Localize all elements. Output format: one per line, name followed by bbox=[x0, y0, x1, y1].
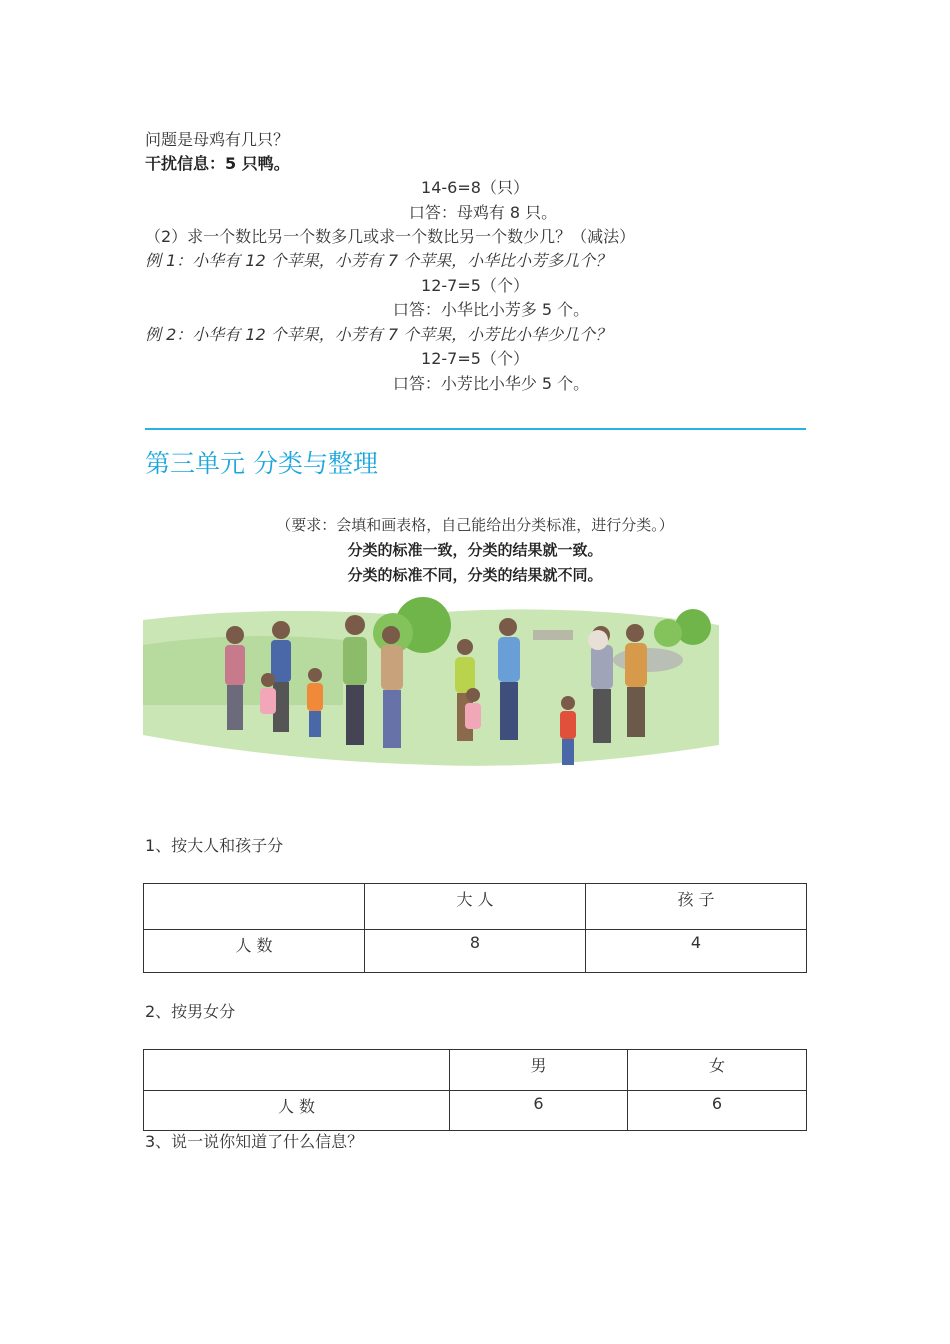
female-count: 6 bbox=[628, 1091, 807, 1131]
task-3-heading: 3、说一说你知道了什么信息？ bbox=[145, 1132, 364, 1151]
equation-3: 12-7=5（个） bbox=[421, 349, 529, 368]
task-1-heading: 1、按大人和孩子分 bbox=[145, 836, 284, 855]
equation-2: 12-7=5（个） bbox=[421, 276, 529, 295]
header-empty-cell bbox=[144, 1050, 450, 1091]
task-2-heading: 2、按男女分 bbox=[145, 1002, 236, 1021]
male-count: 6 bbox=[450, 1091, 628, 1131]
section-title: 第三单元 分类与整理 bbox=[145, 449, 378, 478]
requirement-line: （要求：会填和画表格，自己能给出分类标准，进行分类。） bbox=[276, 516, 674, 534]
section-divider bbox=[145, 428, 806, 430]
question-line: 问题是母鸡有几只？ bbox=[145, 130, 290, 149]
answer-1: 口答：母鸡有 8 只。 bbox=[408, 203, 558, 222]
distractor-line: 干扰信息：5 只鸭。 bbox=[145, 154, 290, 173]
male-female-table bbox=[143, 1049, 807, 1131]
adults-count: 8 bbox=[365, 930, 586, 973]
row-label-count: 人 数 bbox=[144, 930, 365, 973]
family-walk-illustration bbox=[143, 585, 719, 780]
row-label-count: 人 数 bbox=[144, 1091, 450, 1131]
header-children: 孩 子 bbox=[586, 884, 807, 930]
rule-2: （2）求一个数比另一个数多几或求一个数比另一个数少几？（减法） bbox=[145, 227, 636, 246]
header-empty-cell bbox=[144, 884, 365, 930]
answer-2: 口答：小华比小芳多 5 个。 bbox=[392, 300, 590, 319]
equation-1: 14-6=8（只） bbox=[421, 178, 529, 197]
example-2: 例 2：小华有 12 个苹果，小芳有 7 个苹果，小芳比小华少几个？ bbox=[145, 325, 612, 344]
children-count: 4 bbox=[586, 930, 807, 973]
principle-2: 分类的标准不同，分类的结果就不同。 bbox=[347, 566, 603, 584]
header-adults: 大 人 bbox=[365, 884, 586, 930]
adults-children-table bbox=[143, 883, 807, 973]
header-female: 女 bbox=[628, 1050, 807, 1091]
header-male: 男 bbox=[450, 1050, 628, 1091]
example-1: 例 1：小华有 12 个苹果，小芳有 7 个苹果，小华比小芳多几个？ bbox=[145, 251, 612, 270]
principle-1: 分类的标准一致，分类的结果就一致。 bbox=[347, 541, 603, 559]
answer-3: 口答：小芳比小华少 5 个。 bbox=[392, 374, 590, 393]
